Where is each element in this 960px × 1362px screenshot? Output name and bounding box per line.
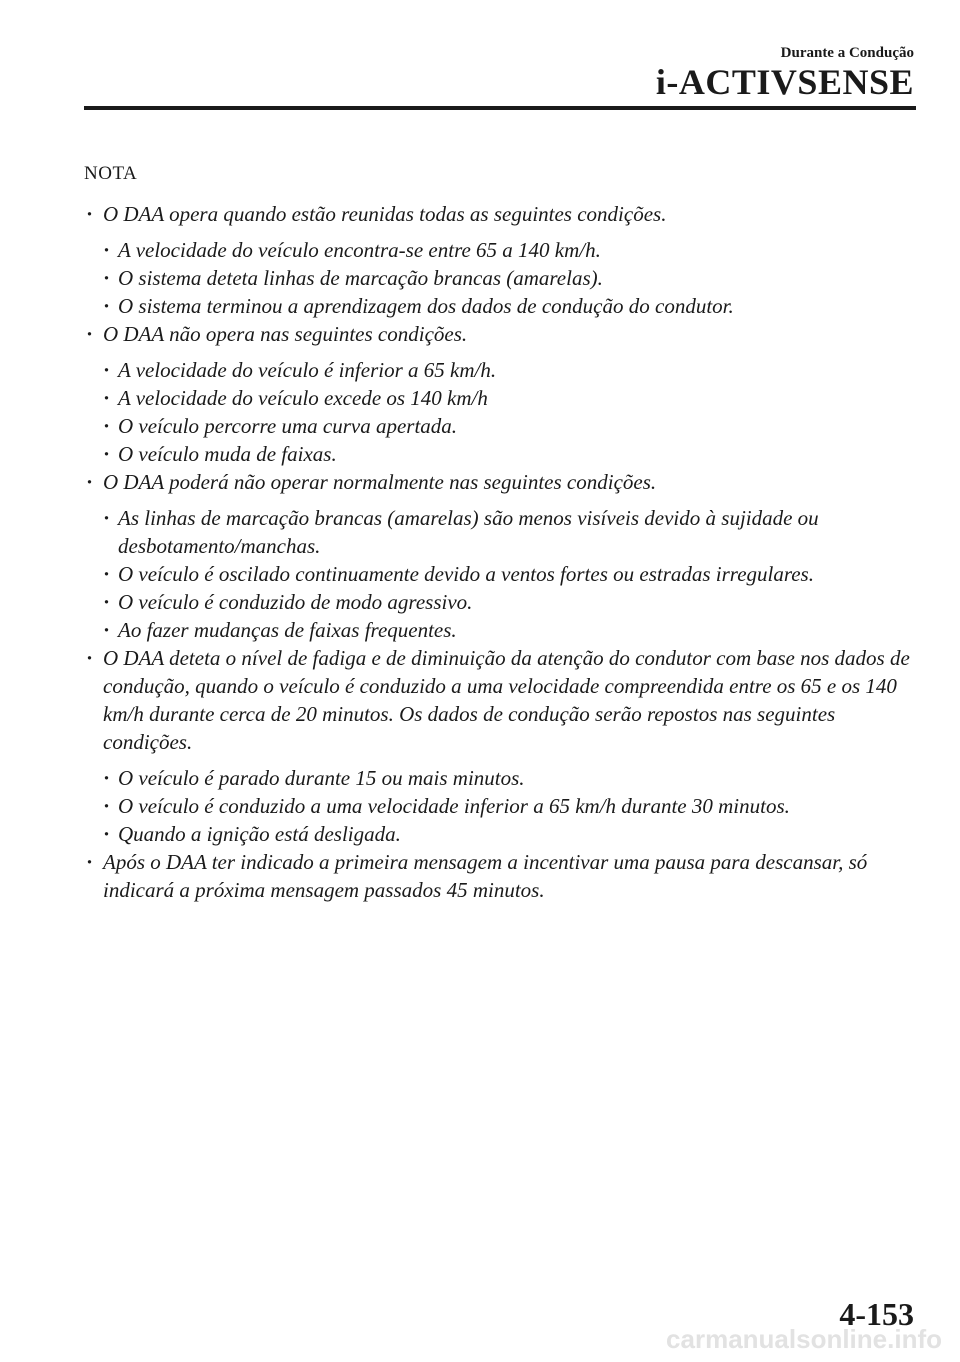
note-item-text: O DAA opera quando estão reunidas todas as seguintes condições. [103, 202, 667, 226]
page-number: 4-153 [839, 1296, 914, 1332]
note-item [86, 320, 916, 468]
header-title: i-ACTIVSENSE [655, 62, 914, 102]
note-subitem: · O veículo é conduzido a uma velocidade inferior a 65 km/h durante 30 minutos. [103, 792, 916, 820]
note-item-text: O DAA poderá não operar normalmente nas seguintes condições. [103, 470, 657, 494]
note-subitem: · O veículo é parado durante 15 ou mais minutos. [103, 764, 916, 792]
note-item [86, 200, 916, 320]
watermark-link[interactable]: carmanualsonline.info [666, 1324, 942, 1354]
note-subitem: · Ao fazer mudanças de faixas frequentes. [103, 616, 916, 644]
note-subitem: · O veículo é oscilado continuamente devido a ventos fortes ou estradas irregulares. [103, 560, 916, 588]
note-subitem: · O sistema terminou a aprendizagem dos dados de condução do condutor. [103, 292, 916, 320]
note-subitem: · O veículo percorre uma curva apertada. [103, 412, 916, 440]
note-subitem: · O sistema deteta linhas de marcação brancas (amarelas). [103, 264, 916, 292]
note-list [86, 200, 916, 904]
note-sublist [103, 764, 916, 848]
note-sublist [103, 504, 916, 644]
note-subitem: · A velocidade do veículo excede os 140 km/h [103, 384, 916, 412]
note-sublist [103, 356, 916, 468]
note-item [86, 644, 916, 848]
note-item-text: Após o DAA ter indicado a primeira mensagem a incentivar uma pausa para descansar, só indicará a próxima mensagem passados 45 minutos. [103, 850, 868, 902]
note-subitem: · Quando a ignição está desligada. [103, 820, 916, 848]
note-subitem: · As linhas de marcação brancas (amarelas) são menos visíveis devido à sujidade ou desbotamento/manchas. [103, 504, 916, 560]
header-rule [84, 106, 916, 110]
note-subitem: · A velocidade do veículo encontra-se entre 65 a 140 km/h. [103, 236, 916, 264]
note-heading: NOTA [84, 163, 138, 184]
note-item [86, 848, 916, 904]
note-item [86, 468, 916, 644]
note-subitem: · A velocidade do veículo é inferior a 65 km/h. [103, 356, 916, 384]
note-subitem: · O veículo muda de faixas. [103, 440, 916, 468]
note-subitem: · O veículo é conduzido de modo agressivo. [103, 588, 916, 616]
note-sublist [103, 236, 916, 320]
note-item-text: O DAA não opera nas seguintes condições. [103, 322, 468, 346]
header-section-label: Durante a Condução [780, 45, 914, 61]
note-item-text: O DAA deteta o nível de fadiga e de diminuição da atenção do condutor com base nos dados de condução, quando o veículo é conduzido a uma velocidade compreendida entre os 65 e os 140 km/h durante cerca de 20 minutos. Os dados de condução serão repostos nas seguintes condições. [103, 646, 910, 754]
note-box [86, 160, 916, 904]
